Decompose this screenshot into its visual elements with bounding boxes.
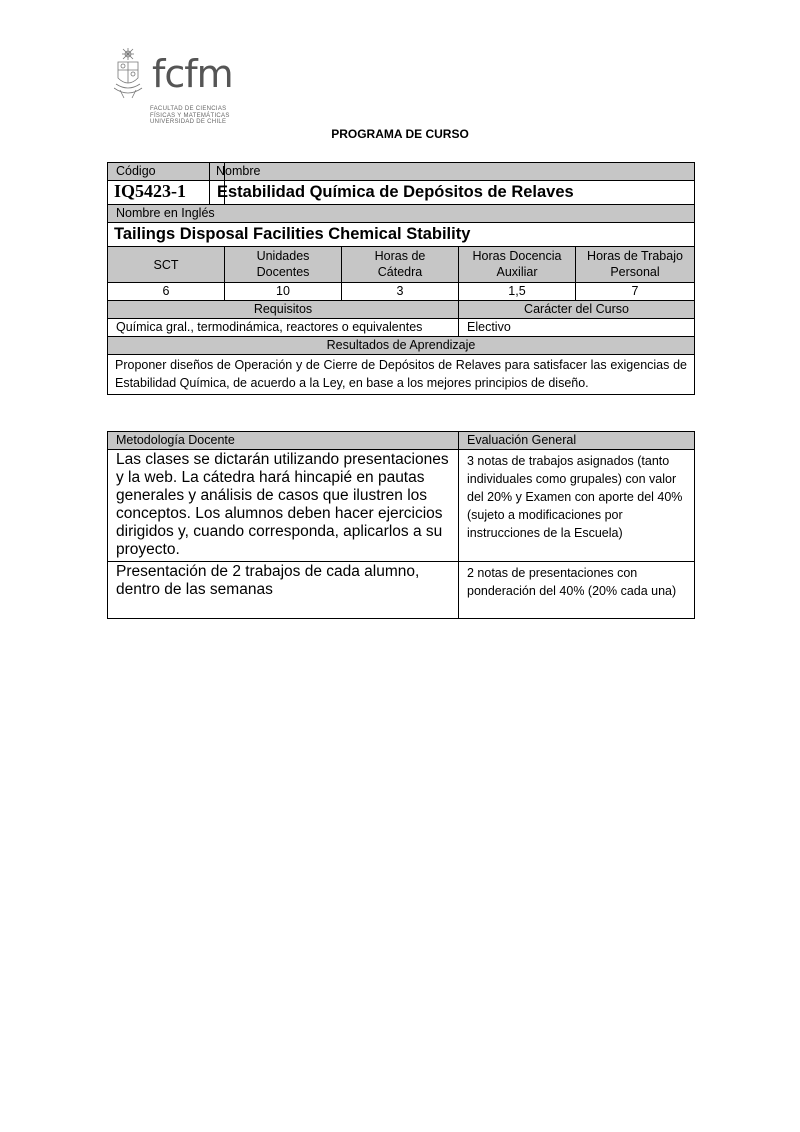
hours-header-sct: SCT [108,247,225,283]
hours-value-sct: 6 [108,283,225,301]
course-info-table [107,162,695,395]
code-label: Código [108,163,225,181]
methodology-text-2: Presentación de 2 trabajos de cada alumno, dentro de las semanas [108,562,459,619]
logo-subtitle: FACULTAD DE CIENCIAS FÍSICAS Y MATEMÁTICAS UNIVERSIDAD DE CHILE [150,106,230,125]
logo-wordmark: fcfm [152,52,233,96]
fcfm-logo [114,48,244,132]
character-label: Carácter del Curso [459,301,695,319]
name-label: Nombre [209,163,260,181]
hours-value-personal: 7 [576,283,695,301]
university-shield-icon [114,48,150,102]
requisites-label: Requisitos [108,301,459,319]
evaluation-text-1: 3 notas de trabajos asignados (tanto individuales como grupales) con valor del 20% y Examen con aporte del 40% (sujeto a modificaciones por instrucciones de la Escuela) [459,450,695,562]
page-title: PROGRAMA DE CURSO [331,127,469,141]
hours-header-unidades: Unidades Docentes [225,247,342,283]
hours-value-auxiliar: 1,5 [459,283,576,301]
learning-text: Proponer diseños de Operación y de Cierre de Depósitos de Relaves para satisfacer las exigencias de Estabilidad Química, de acuerdo a la Ley, en base a los mejores principios de diseño. [108,355,695,395]
hours-value-unidades: 10 [225,283,342,301]
methodology-table [107,431,695,619]
hours-header-catedra: Horas de Cátedra [342,247,459,283]
hours-value-catedra: 3 [342,283,459,301]
methodology-label: Metodología Docente [108,432,459,450]
hours-header-auxiliar: Horas Docencia Auxiliar [459,247,576,283]
course-name: Estabilidad Química de Depósitos de Relaves [209,181,574,204]
learning-label: Resultados de Aprendizaje [108,337,695,355]
requisites-value: Química gral., termodinámica, reactores o equivalentes [108,319,459,337]
methodology-text-1: Las clases se dictarán utilizando presentaciones y la web. La cátedra hará hincapié en pautas generales y análisis de casos que ilustren los conceptos. Los alumnos deben hacer ejercicios dirigidos y, cuando corresponda, aplicarlos a su proyecto. [108,450,459,562]
evaluation-text-2: 2 notas de presentaciones con ponderación del 40% (20% cada una) [459,562,695,619]
hours-header-personal: Horas de Trabajo Personal [576,247,695,283]
english-name-label: Nombre en Inglés [108,205,695,223]
character-value: Electivo [459,319,695,337]
course-code: IQ5423-1 [108,181,225,205]
english-name: Tailings Disposal Facilities Chemical Stability [108,223,695,247]
evaluation-label: Evaluación General [459,432,695,450]
